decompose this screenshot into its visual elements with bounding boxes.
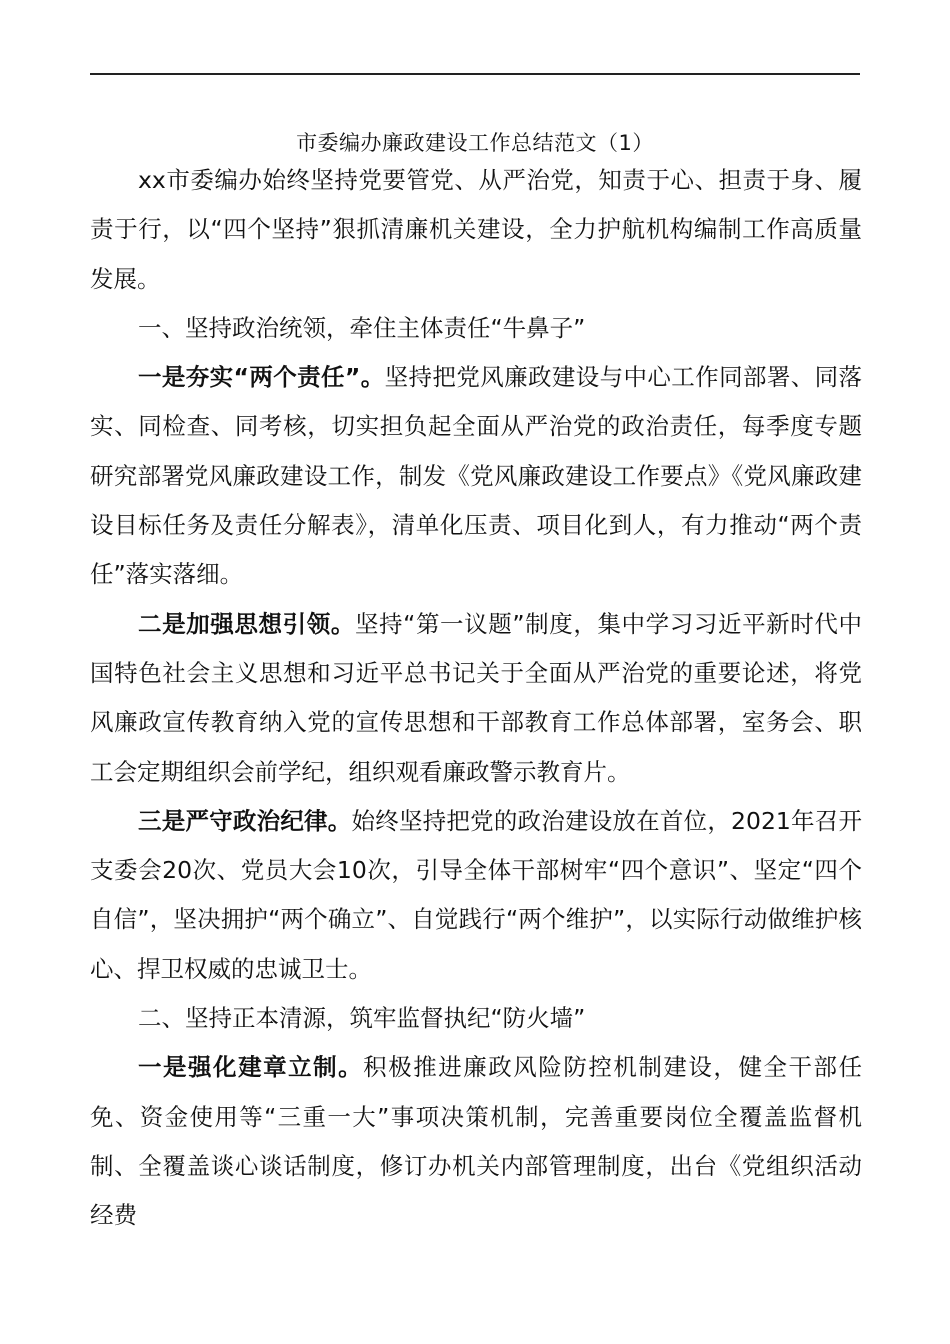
body-paragraph — [90, 600, 862, 797]
header-rule — [90, 73, 860, 75]
paragraph-lead: 一是夯实“两个责任”。 — [138, 363, 385, 392]
paragraph-lead: 一是强化建章立制。 — [138, 1053, 364, 1082]
section-heading-1 — [90, 304, 862, 353]
body-paragraph — [90, 797, 862, 994]
paragraph-text: 始终坚持把党的政治建设放在首位，2021年召开支委会20次、党员大会10次，引导全体干部树牢“四个意识”、坚定“四个自信”，坚决拥护“两个确立”、自觉践行“两个维护”，以实际行动做维护核心、捍卫权威的忠诚卫士。 — [90, 806, 863, 983]
section-heading-2 — [90, 994, 862, 1043]
body-paragraph — [90, 353, 862, 599]
paragraph-lead: 三是严守政治纪律。 — [138, 806, 352, 835]
paragraph-lead: 二是加强思想引领。 — [138, 609, 355, 638]
document-body — [90, 156, 862, 1241]
paragraph-text: 积极推进廉政风险防控机制建设，健全干部任免、资金使用等“三重一大”事项决策机制，完善重要岗位全覆盖监督机制、全覆盖谈心谈话制度，修订办机关内部管理制度，出台《党组织活动经费 — [90, 1053, 863, 1230]
paragraph-text: xx市委编办始终坚持党要管党、从严治党，知责于心、担责于身、履责于行，以“四个坚持”狠抓清廉机关建设，全力护航机构编制工作高质量发展。 — [90, 166, 862, 293]
paragraph-text: 坚持把党风廉政建设与中心工作同部署、同落实、同检查、同考核，切实担负起全面从严治党的政治责任，每季度专题研究部署党风廉政建设工作，制发《党风廉政建设工作要点》《党风廉政建设目标任务及责任分解表》，清单化压责、项目化到人，有力推动“两个责任”落实落细。 — [90, 363, 863, 589]
paragraph-text: 一、坚持政治统领，牵住主体责任“牛鼻子” — [138, 313, 586, 342]
paragraph-text: 坚持“第一议题”制度，集中学习习近平新时代中国特色社会主义思想和习近平总书记关于全面从严治党的重要论述，将党风廉政宣传教育纳入党的宣传思想和干部教育工作总体部署，室务会、职工会定期组织会前学纪，组织观看廉政警示教育片。 — [90, 609, 863, 786]
intro-paragraph — [90, 156, 862, 304]
body-paragraph — [90, 1043, 862, 1240]
document-title: 市委编办廉政建设工作总结范文（1） — [296, 131, 654, 155]
paragraph-text: 二、坚持正本清源，筑牢监督执纪“防火墙” — [138, 1004, 586, 1033]
